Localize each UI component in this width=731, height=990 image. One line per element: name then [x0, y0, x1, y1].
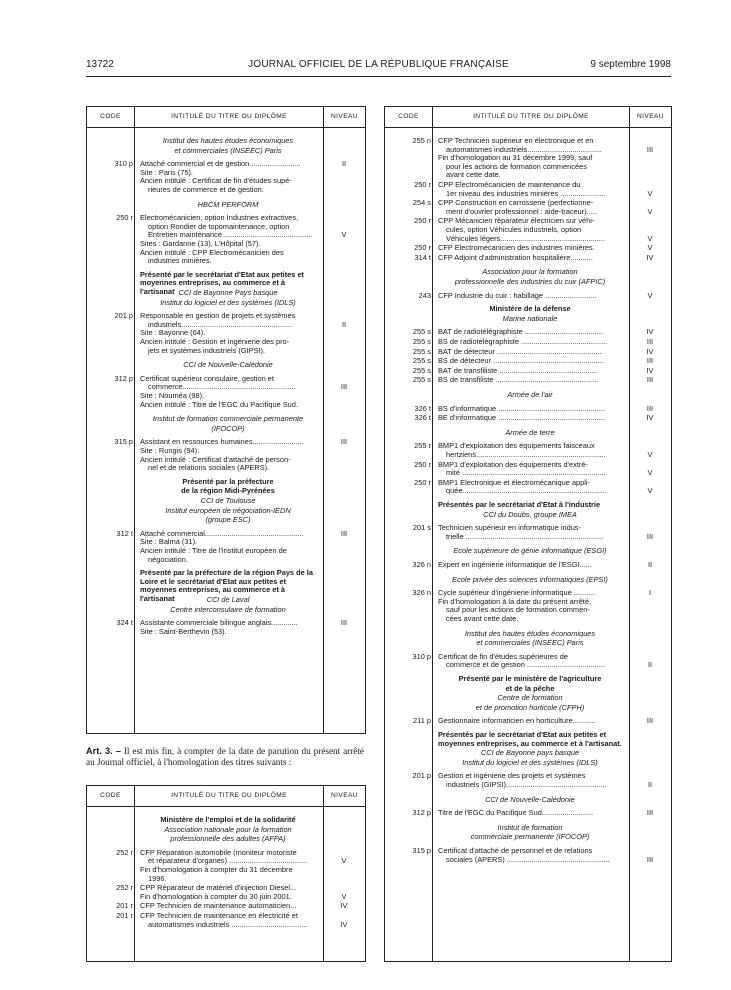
- row-title-line: 1er niveau des industries minières ......................: [446, 189, 606, 198]
- row-title-line: sociales (APERS) ..................................................: [446, 855, 610, 864]
- row-title: [438, 717, 622, 726]
- code-column-header: CODE: [100, 113, 121, 120]
- row-title: [438, 217, 622, 243]
- section-heading: Institut de formation: [497, 822, 563, 832]
- row-title-line: BS de détecteur ......................................................: [438, 357, 604, 366]
- row-title-line: 1996.: [148, 874, 167, 883]
- row-title-line: commerce et de gestion ......................................: [446, 661, 605, 670]
- section-authority: Ministère de la défense: [489, 304, 571, 314]
- section-heading: CCI de Nouvelle-Calédonie: [183, 360, 273, 370]
- row-level: IV: [646, 346, 654, 356]
- row-title-line: Entretien maintenance ...........................................: [148, 231, 313, 240]
- code-column-header: CODE: [100, 792, 121, 799]
- row-level: III: [646, 144, 654, 154]
- row-title-line: BS d'informatique ....................................................: [438, 404, 605, 413]
- row-title-line: CFP Adjoint d'administration hospitalière...........: [438, 253, 593, 262]
- section-heading: Ecole supérieure de génie informatique (ESGI): [453, 546, 607, 556]
- section-heading: et commerciales (INSEEC) Paris: [476, 638, 584, 648]
- row-code: 326 n: [412, 588, 431, 598]
- row-level: III: [646, 854, 654, 864]
- section-heading: Institut de formation commerciale permanente: [152, 414, 304, 424]
- row-title-line: Certificat supérieur consulaire, gestion et: [140, 374, 274, 383]
- row-title: [140, 530, 316, 564]
- row-level: IV: [646, 252, 654, 262]
- column-divider: [432, 107, 433, 961]
- row-title-line: automatismes industriels .....................................: [148, 920, 308, 929]
- section-heading: CCI de Bayonne pays basque: [480, 748, 580, 758]
- row-title-line: option Rondier de topomaintenance, option: [148, 222, 290, 231]
- row-title: [438, 524, 622, 541]
- row-title: [438, 137, 622, 180]
- row-title: [140, 619, 316, 636]
- row-title-line: Fin d'homologation au 31 décembre 1999, sauf: [438, 154, 593, 163]
- row-title-line: industriels......................................................: [148, 320, 293, 329]
- section-heading: professionnelle des adultes (AFPA): [170, 834, 286, 844]
- row-level: V: [647, 188, 653, 198]
- left-table: [86, 106, 366, 734]
- row-title-line: Expert en ingénierie informatique de l'ESGI......: [438, 561, 592, 569]
- row-title: [140, 312, 316, 355]
- section-heading: et de promotion horticole (CFPH): [475, 702, 585, 712]
- row-title-line: CFP Réparation automobile (moniteur motoriste: [140, 848, 297, 857]
- row-code: 254 s: [412, 198, 431, 208]
- row-title-line: BMP1 d'exploitation des équipements faisceaux: [438, 442, 595, 451]
- row-code: 255 s: [412, 346, 431, 356]
- row-level: V: [647, 243, 653, 253]
- row-title-line: Ancien intitulé : CPP Electromécanicien des: [140, 248, 284, 257]
- row-title-line: BAT de détecteur ...................................................: [438, 347, 602, 356]
- row-title-line: Ancien intitulé : Gestion et ingénierie des pro-: [140, 337, 290, 346]
- row-title-line: Attaché commercial et de gestion.........................: [140, 160, 301, 169]
- row-title-line: pour les actions de formation commencées: [446, 162, 587, 171]
- page-number: 13722: [86, 59, 114, 70]
- section-heading: et commerciales (INSEEC) Paris: [174, 145, 282, 155]
- row-title-line: cées avant cette date.: [446, 614, 519, 623]
- article-3: [86, 746, 364, 767]
- header-rule: [86, 76, 671, 77]
- row-title: [438, 254, 622, 263]
- section-heading: HBCM PERFORM: [197, 199, 259, 209]
- row-title-line: BE d'informatique ....................................................: [438, 414, 605, 423]
- section-heading: Institut européen de négociation-IEDN: [165, 505, 291, 515]
- section-heading: (IFOCOP): [211, 423, 245, 433]
- row-level: III: [340, 382, 348, 392]
- row-level: III: [646, 808, 654, 818]
- row-level: V: [647, 449, 653, 459]
- row-title-line: CFP Technicien supérieur en électronique et en: [438, 137, 594, 145]
- row-level: III: [646, 716, 654, 726]
- row-title-line: Ancien intitulé : Certificat d'attaché de person-: [140, 455, 291, 464]
- row-title: [438, 461, 622, 478]
- row-title-line: Assistant en ressources humaines.........................: [140, 438, 304, 447]
- section-authority: de la région Midi-Pyrénées: [181, 486, 275, 496]
- row-title: [438, 328, 622, 337]
- row-code: 201 r: [116, 911, 133, 920]
- row-code: 201 p: [412, 771, 431, 781]
- row-level: III: [340, 528, 348, 538]
- row-code: 314 t: [414, 252, 431, 262]
- row-title-line: Titre de l'EGC du Pacifique Sud.........................: [438, 809, 594, 818]
- row-title-line: ment d'ouvrier professionnel : aide-traceur).....: [446, 207, 597, 216]
- section-authority: Présentés par le secrétariat d'Etat aux petites et moyennes entreprises, au commerce et à l'artisanat.: [438, 730, 622, 748]
- row-title-line: commerce.......................................................: [148, 383, 296, 392]
- section-heading: Centre de formation: [497, 693, 563, 703]
- row-level: III: [646, 531, 654, 541]
- row-title: [438, 338, 622, 347]
- row-title-line: CFP Electromécanicien des industries minières.: [438, 244, 595, 253]
- row-title-line: CFP Industrie du cuir : habillage .........................: [438, 291, 597, 300]
- row-title-line: CPP Réparateur de matériel d'injection Diesel...: [140, 884, 297, 893]
- row-code: 252 r: [116, 883, 133, 893]
- row-level: II: [341, 319, 347, 329]
- row-title-line: cules, option Véhicules industriels, option: [446, 225, 582, 234]
- row-code: 250 r: [414, 180, 431, 189]
- level-column-header: NIVEAU: [331, 792, 358, 799]
- row-level: I: [648, 588, 652, 598]
- row-title: [140, 214, 316, 266]
- row-title: [438, 357, 622, 366]
- title-column-header: INTITULÉ DU TITRE OU DIPLÔME: [171, 113, 287, 120]
- row-level: V: [647, 468, 653, 478]
- row-code: 250 r: [414, 477, 431, 487]
- row-title-line: Certificat d'attaché de personnel et de relations: [438, 847, 593, 855]
- row-code: 243: [418, 290, 431, 300]
- section-authority: Présenté par le secrétariat d'Etat aux petites et moyennes entreprises, au commerce et à l'artisanat: [140, 269, 305, 296]
- section-heading: Institut des hautes études économiques: [464, 628, 596, 638]
- section-heading: Association nationale pour la formation: [164, 824, 292, 834]
- level-column-header: NIVEAU: [331, 113, 358, 120]
- row-title-line: Electromécanicien, option Industries extractives,: [140, 214, 299, 223]
- row-title-line: industries minières.: [148, 257, 212, 266]
- row-level: IV: [646, 327, 654, 337]
- row-title-line: Attaché commercial................................................: [140, 529, 304, 538]
- journal-title: JOURNAL OFFICIEL DE LA RÉPUBLIQUE FRANÇAISE: [248, 59, 509, 70]
- row-title-line: Site : Rungis (94).: [140, 446, 200, 455]
- row-title-line: avant cette date.: [446, 171, 501, 180]
- row-title: [438, 199, 622, 216]
- row-title: [140, 902, 316, 911]
- row-code: 326 t: [414, 413, 431, 423]
- row-title-line: BAT de radiotélégraphiste ......................................: [438, 328, 603, 337]
- row-title-line: mité ......................................................................: [446, 469, 606, 478]
- row-title-line: BAT de transfiliste ................................................: [438, 366, 598, 375]
- row-code: 255 s: [412, 356, 431, 366]
- title-column-header: INTITULÉ DU TITRE OU DIPLÔME: [473, 113, 589, 120]
- row-level: III: [646, 356, 654, 366]
- row-title: [438, 181, 622, 198]
- row-title: [438, 292, 622, 301]
- section-heading: CCI de Laval: [206, 595, 250, 604]
- row-title-line: industriels (GIPSI).................................................: [446, 780, 607, 789]
- right-table: [384, 106, 672, 962]
- section-heading: (groupe ESC): [205, 515, 251, 525]
- row-code: 312 p: [114, 373, 133, 383]
- row-title: [140, 375, 316, 409]
- column-divider: [323, 786, 324, 961]
- row-title-line: Gestion et ingénierie des projets et systèmes: [438, 772, 586, 781]
- article-label: Art. 3. –: [86, 746, 121, 756]
- section-heading: CCI de Bayonne Pays basque: [178, 288, 278, 297]
- row-title: [438, 414, 622, 423]
- row-code: 315 p: [114, 437, 133, 447]
- row-code: 201 s: [412, 523, 431, 533]
- row-level: V: [647, 233, 653, 243]
- row-title-line: Ancien intitulé : Certificat de fin d'études supé-: [140, 177, 292, 186]
- row-title-line: quée......................................................................: [446, 487, 607, 496]
- row-title-line: BMP1 Electronique et électromécanique appli-: [438, 478, 591, 487]
- row-level: III: [340, 618, 348, 628]
- row-title: [140, 438, 316, 472]
- section-heading: professionnelle des industries du cuir (AFPIC): [454, 277, 606, 286]
- section-heading: Institut du logiciel et des systèmes (IDLS): [462, 757, 598, 767]
- row-title-line: Responsable en gestion de projets et systèmes: [140, 312, 296, 321]
- row-title-line: négociation.: [148, 555, 188, 564]
- row-title-line: CPP Construction en carrosserie (perfectionne-: [438, 199, 594, 208]
- row-title-line: BS de radiotélégraphiste ..........................................: [438, 338, 608, 346]
- row-title-line: Technicien supérieur en informatique indus-: [438, 524, 581, 533]
- level-column-header: NIVEAU: [637, 113, 664, 120]
- row-level: II: [647, 779, 653, 789]
- row-code: 312 p: [412, 808, 431, 818]
- row-title: [438, 348, 622, 357]
- section-authority: Ministère de l'emploi et de la solidarité: [160, 815, 296, 824]
- left-table-2: [86, 785, 366, 962]
- row-title: [438, 479, 622, 496]
- row-code: 312 t: [116, 528, 133, 538]
- section-heading: CCI de Toulouse: [200, 496, 256, 505]
- article-text: Il est mis fin, à compter de la date de parution du présent arrêté au Journal officiel, à l'homologation des titres suivants :: [86, 746, 365, 767]
- row-title-line: automatismes industriels....................................: [446, 145, 602, 154]
- section-heading: Ecole privée des sciences informatiques (EPSI): [452, 574, 608, 584]
- row-title-line: Gestionnaire informaticien en horticulture...........: [438, 717, 596, 726]
- row-title-line: Assistante commerciale bilingue anglais.............: [140, 619, 298, 628]
- row-title-line: Site : Balma (31).: [140, 538, 198, 547]
- row-title: [140, 884, 316, 901]
- row-title: [438, 367, 622, 376]
- row-code: 324 t: [116, 618, 133, 628]
- section-heading: Armée de terre: [505, 427, 555, 437]
- row-title: [438, 653, 622, 670]
- column-divider: [134, 107, 135, 733]
- row-title-line: Sites : Gardanne (13), L'Hôpital (57).: [140, 239, 261, 248]
- page-header: [86, 59, 671, 73]
- row-code: 250 r: [116, 213, 133, 223]
- row-code: 310 p: [412, 651, 431, 661]
- row-code: 255 s: [412, 365, 431, 375]
- row-title: [438, 809, 622, 818]
- row-title: [438, 442, 622, 459]
- row-level: V: [341, 230, 347, 240]
- row-title: [438, 561, 622, 570]
- row-level: V: [647, 206, 653, 216]
- row-code: 201 r: [116, 901, 133, 911]
- row-code: 250 r: [414, 243, 431, 253]
- section-heading: commerciale permanente (IFOCOP): [470, 832, 590, 842]
- section-heading: Institut du logiciel et des systèmes (IDLS): [160, 297, 296, 307]
- row-level: IV: [340, 919, 348, 929]
- row-code: 326 t: [414, 403, 431, 413]
- row-code: 250 r: [414, 216, 431, 226]
- row-title-line: Site : Saint-Berthevin (53).: [140, 627, 227, 636]
- row-code: 255 s: [412, 375, 431, 385]
- row-level: IV: [340, 901, 348, 911]
- row-title-line: Site : Nouméa (98).: [140, 391, 205, 400]
- row-title-line: CFP Technicien de maintenance en électricité et: [140, 912, 298, 920]
- row-title-line: Véhicules légers...................................................: [446, 234, 605, 243]
- row-code: 250 r: [414, 459, 431, 469]
- row-title: [140, 160, 316, 194]
- row-title-line: Fin d'homologation à la date du présent arrêté,: [438, 597, 592, 606]
- row-title: [438, 772, 622, 789]
- code-column-header: CODE: [398, 113, 419, 120]
- row-level: III: [646, 337, 654, 346]
- column-divider: [134, 786, 135, 961]
- row-code: 211 p: [413, 716, 431, 726]
- row-level: III: [646, 403, 654, 413]
- row-title: [438, 376, 622, 385]
- row-level: II: [341, 159, 347, 169]
- row-level: V: [341, 891, 347, 901]
- row-title: [438, 405, 622, 414]
- row-level: III: [340, 437, 348, 447]
- row-title-line: hertziens...............................................................: [446, 450, 606, 459]
- row-title: [140, 912, 316, 929]
- row-code: 255 s: [412, 337, 431, 346]
- section-authority: Présenté par la préfecture de la région Pays de la Loire et le secrétariat d'Etat aux petites et moyennes entreprises, au commerce et à l'artisanat: [140, 568, 313, 603]
- row-title-line: Site : Paris (75).: [140, 168, 193, 177]
- row-code: 326 n: [412, 560, 431, 569]
- section-authority: Présentés par le secrétariat d'Etat à l'industrie: [438, 500, 601, 509]
- row-title-line: Ancien intitulé : Titre de l'EGC du Pacifique Sud.: [140, 400, 298, 409]
- row-title: [438, 847, 622, 864]
- row-title-line: Cycle supérieur d'ingénierie informatique ..........: [438, 589, 595, 598]
- row-level: IV: [646, 365, 654, 375]
- row-level: V: [647, 290, 653, 300]
- column-divider: [323, 107, 324, 733]
- row-title-line: trielle ...................................................................: [446, 532, 604, 541]
- row-title-line: sauf pour les actions de formation commen-: [446, 606, 590, 615]
- title-column-header: INTITULÉ DU TITRE OU DIPLÔME: [171, 792, 287, 799]
- section-heading: CCI de Nouvelle-Calédonie: [485, 794, 575, 804]
- section-heading: Institut des hautes études économiques: [162, 136, 294, 145]
- row-level: V: [341, 856, 347, 866]
- row-level: III: [646, 375, 654, 385]
- row-code: 315 p: [412, 846, 431, 855]
- section-authority: Présenté par la préfecture: [182, 476, 274, 486]
- row-title: [438, 589, 622, 623]
- publication-date: 9 septembre 1998: [590, 59, 671, 70]
- row-level: IV: [646, 413, 654, 423]
- row-title: [140, 849, 316, 883]
- section-heading: Association pour la formation: [482, 267, 578, 277]
- row-level: V: [647, 486, 653, 496]
- section-authority: Présenté par le ministère de l'agriculture: [458, 674, 602, 683]
- row-title-line: Certificat de fin d'études supérieures de: [438, 652, 569, 661]
- row-title-line: Ancien intitulé : Titre de l'institut européen de: [140, 546, 287, 555]
- row-title-line: et réparateur d'organes) ......................................: [148, 857, 308, 866]
- row-title-line: rieures de commerce et de gestion.: [148, 185, 264, 194]
- row-title-line: BS de transfiliste ..................................................: [438, 376, 599, 385]
- row-code: 255 n: [412, 136, 431, 145]
- row-title-line: jets et systèmes industriels (GIPSI).: [148, 346, 266, 355]
- row-title-line: BMP1 d'exploitation des équipements d'extré-: [438, 460, 588, 469]
- row-code: 310 p: [114, 159, 133, 169]
- section-heading: Centre interconsulaire de formation: [170, 604, 286, 614]
- row-title-line: Fin d'homologation à compter du 30 juin 2001.: [140, 892, 292, 901]
- section-authority: et de la pêche: [505, 683, 555, 693]
- row-title-line: nel et de relations sociales (APERS).: [148, 464, 270, 473]
- row-code: 255 s: [412, 327, 431, 337]
- row-code: 201 p: [114, 311, 133, 321]
- row-level: II: [647, 660, 653, 670]
- row-title-line: CPP Electromécanicien de maintenance du: [438, 181, 581, 189]
- row-code: 255 r: [414, 441, 431, 451]
- row-title: [438, 244, 622, 253]
- section-heading: Marine nationale: [502, 313, 558, 323]
- section-heading: Armée de l'air: [507, 390, 553, 399]
- row-code: 252 r: [116, 847, 133, 857]
- row-title-line: CFP Technicien de maintenance automaticien...: [140, 902, 297, 911]
- section-heading: CCI du Doubs, groupe IMEA: [483, 509, 577, 519]
- row-title-line: Site : Bayonne (64).: [140, 329, 206, 338]
- row-level: II: [647, 560, 653, 569]
- row-title-line: CPP Mécanicien réparateur électricien sur véhi-: [438, 217, 595, 226]
- row-title-line: Fin d'homologation à compter du 31 décembre: [140, 865, 293, 874]
